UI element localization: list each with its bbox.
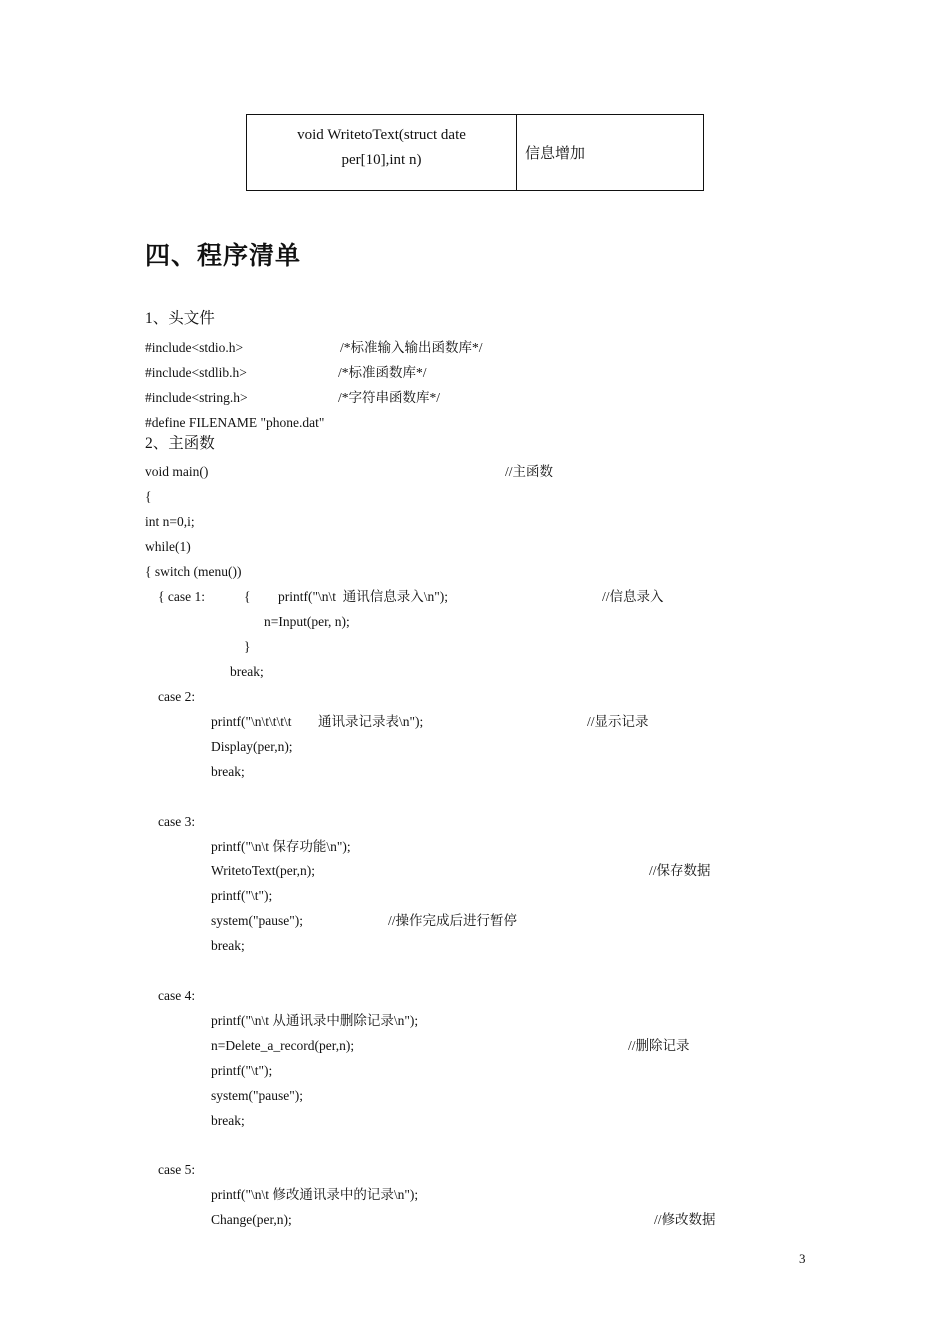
code-main-comment: //主函数 [505, 464, 554, 479]
code-case5-label: case 5: [158, 1162, 196, 1177]
code-case3-system: system("pause"); [211, 913, 304, 928]
include-string-comment: /*字符串函数库*/ [338, 390, 441, 405]
signature-line-1: void WritetoText(struct date [297, 127, 466, 143]
code-case4-label: case 4: [158, 988, 196, 1003]
code-case1-break: break; [230, 664, 264, 679]
code-case4-printf-t: printf("\t"); [211, 1063, 273, 1078]
code-main-signature: void main() [145, 464, 209, 479]
code-case3-system-comment: //操作完成后进行暂停 [388, 913, 518, 928]
code-case5-comment: //修改数据 [654, 1212, 716, 1227]
code-case2-display: Display(per,n); [211, 739, 293, 754]
table-row [247, 115, 704, 191]
define-line: #define FILENAME "phone.dat" [145, 415, 325, 430]
code-case5-change: Change(per,n); [211, 1212, 292, 1227]
code-case3-write: WritetoText(per,n); [211, 863, 316, 878]
code-case1-label: { case 1: [158, 589, 205, 604]
page-number: 3 [799, 1251, 806, 1266]
code-case1-printf: printf("\n\t 通讯信息录入\n"); [278, 589, 449, 604]
code-case1-brace: { [244, 589, 251, 604]
code-switch: { switch (menu()) [145, 564, 242, 579]
code-case3-comment: //保存数据 [649, 863, 711, 878]
code-case4-delete: n=Delete_a_record(per,n); [211, 1038, 355, 1053]
subheading-headers: 1、头文件 [145, 310, 215, 327]
code-case4-break: break; [211, 1113, 245, 1128]
include-stdio-comment: /*标准输入输出函数库*/ [340, 340, 483, 355]
code-open-brace: { [145, 489, 152, 504]
code-case2-label: case 2: [158, 689, 196, 704]
code-case4-system: system("pause"); [211, 1088, 304, 1103]
code-case3-printf: printf("\n\t 保存功能\n"); [211, 839, 351, 854]
code-case2-printf-b: 通讯录记录表\n"); [318, 714, 424, 729]
code-case3-break: break; [211, 938, 245, 953]
subheading-main: 2、主函数 [145, 435, 215, 452]
code-case1-input: n=Input(per, n); [264, 614, 350, 629]
code-case1-comment: //信息录入 [602, 589, 664, 604]
code-case4-comment: //删除记录 [628, 1038, 690, 1053]
include-string: #include<string.h> [145, 390, 248, 405]
code-case3-label: case 3: [158, 814, 196, 829]
code-case1-close: } [244, 639, 251, 654]
code-int-decl: int n=0,i; [145, 514, 195, 529]
code-case3-printf-t: printf("\t"); [211, 888, 273, 903]
code-case2-comment: //显示记录 [587, 714, 649, 729]
include-stdlib-comment: /*标准函数库*/ [338, 365, 427, 380]
include-stdio: #include<stdio.h> [145, 340, 244, 355]
code-case4-printf: printf("\n\t 从通讯录中删除记录\n"); [211, 1013, 419, 1028]
code-while: while(1) [145, 539, 191, 554]
code-case2-printf-a: printf("\n\t\t\t\t [211, 714, 292, 729]
code-case5-printf: printf("\n\t 修改通讯录中的记录\n"); [211, 1187, 419, 1202]
function-table [246, 114, 704, 191]
section-heading: 四、程序清单 [145, 241, 302, 270]
signature-line-2: per[10],int n) [341, 152, 422, 168]
code-case2-break: break; [211, 764, 245, 779]
function-signature-cell [247, 115, 517, 191]
include-stdlib: #include<stdlib.h> [145, 365, 247, 380]
function-description-cell: 信息增加 [517, 115, 704, 191]
